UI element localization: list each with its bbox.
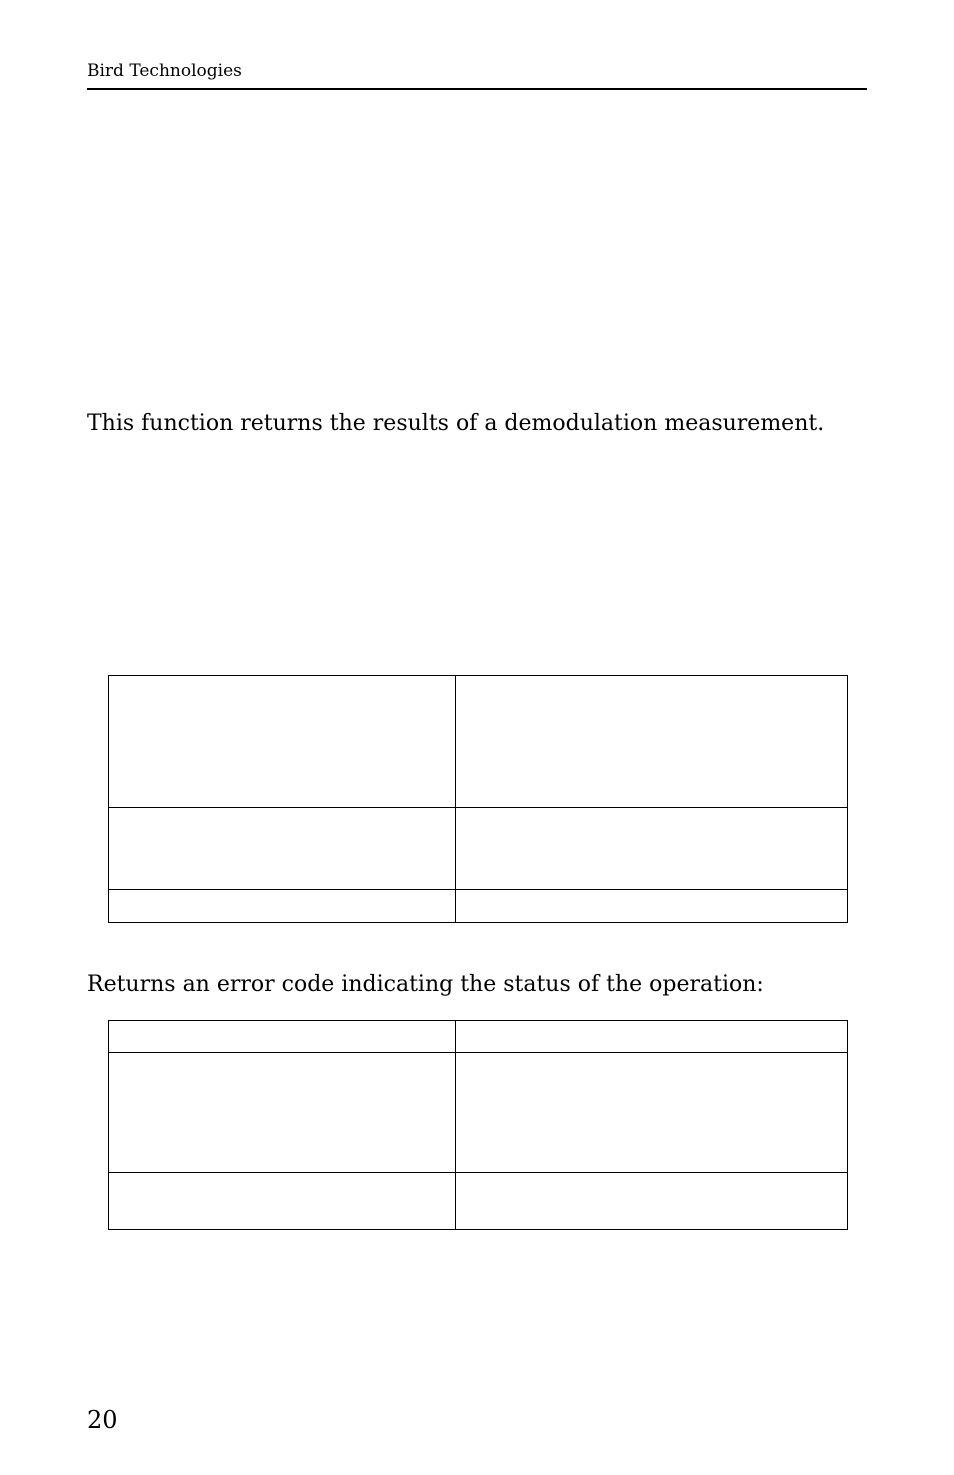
running-header: [87, 60, 867, 90]
table-row: [109, 1173, 848, 1230]
table-cell: [456, 1173, 848, 1230]
table-cell: [109, 676, 456, 808]
returns-description: Returns an error code indicating the status of the operation:: [87, 972, 764, 997]
table-cell: [109, 1021, 456, 1053]
table-cell: [456, 676, 848, 808]
table-cell: [456, 1021, 848, 1053]
error-codes-table: [108, 1020, 848, 1230]
table-row: [109, 676, 848, 808]
table-cell: [456, 890, 848, 923]
table-cell: [109, 1053, 456, 1173]
header-company-name: Bird Technologies: [87, 61, 242, 81]
table-cell: [109, 1173, 456, 1230]
table-row: [109, 1053, 848, 1173]
table-cell: [456, 1053, 848, 1173]
table-cell: [109, 890, 456, 923]
page-number: 20: [87, 1406, 118, 1434]
parameters-table: [108, 675, 848, 923]
table-cell: [109, 808, 456, 890]
table-row: [109, 808, 848, 890]
function-description: This function returns the results of a demodulation measurement.: [87, 411, 825, 436]
table-cell: [456, 808, 848, 890]
table-header-row: [109, 1021, 848, 1053]
table-row: [109, 890, 848, 923]
